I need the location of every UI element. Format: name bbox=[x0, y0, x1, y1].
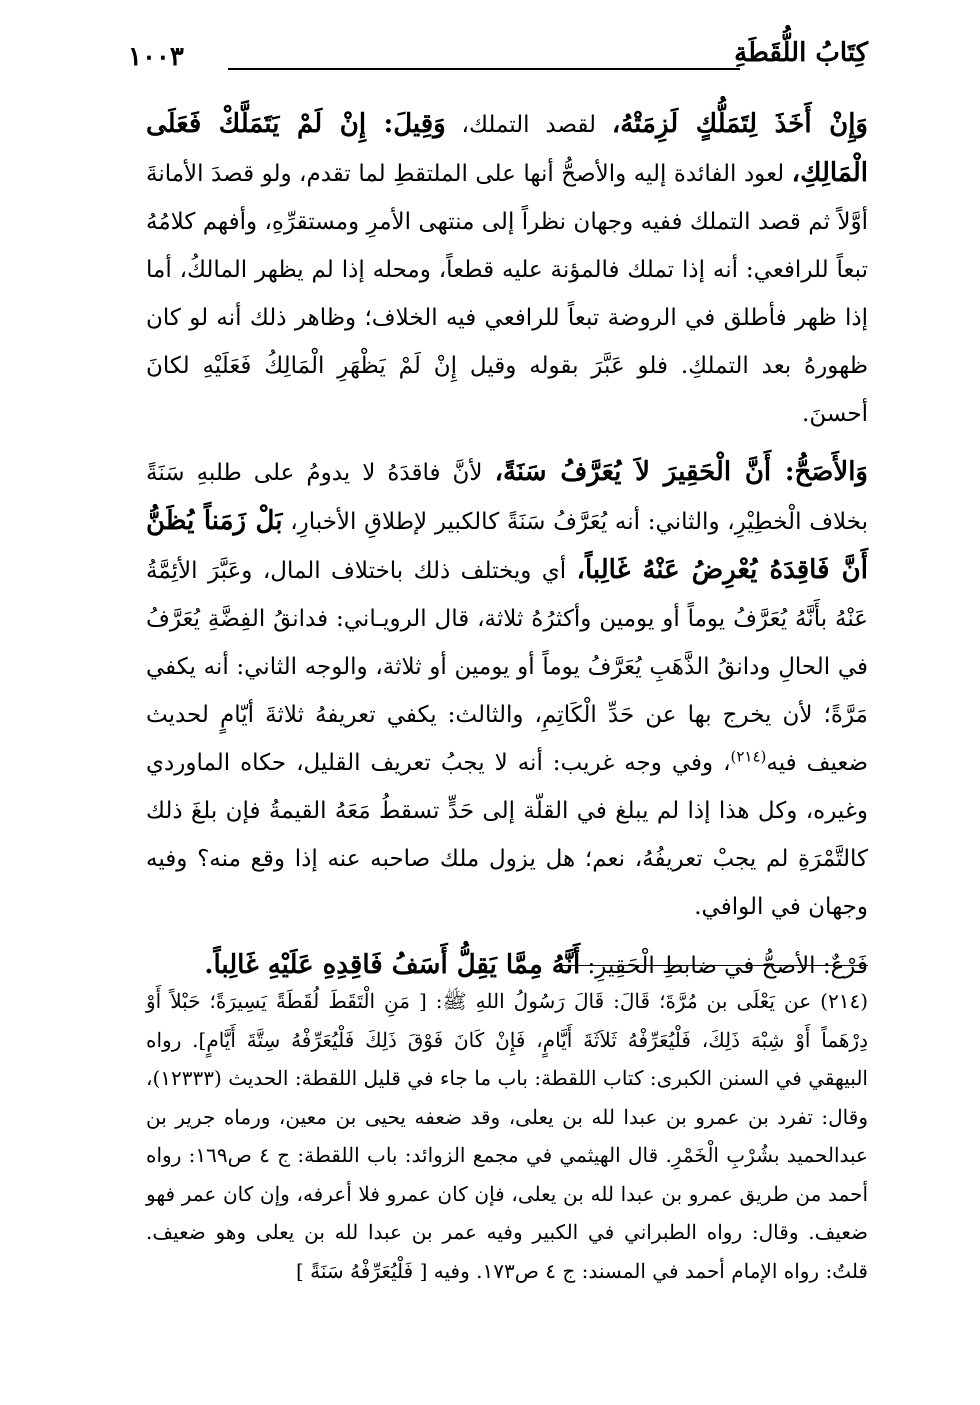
footnote-separator bbox=[558, 965, 868, 966]
matn-text: وَالأَصَحُّ: أَنَّ الْحَقِيرَ لاَ يُعَرَّفُ سَنَةً، bbox=[494, 457, 868, 487]
footnote-reference[interactable]: (٢١٤) bbox=[730, 747, 767, 766]
page-number: ١٠٠٣ bbox=[128, 42, 184, 72]
page-header bbox=[128, 28, 868, 78]
commentary-text: أي ويختلف ذلك باختلاف المال، وعَبَّرَ الأئِمَّةُ عَنْهُ بأَنَّهُ يُعَرَّفُ يوماً أو يومين وأكثرُهُ ثلاثة، قال الرويـاني: فدانقُ الفِضَّةِ يُعَرَّفُ في الحالِ ودانقُ الذَّهَبِ يُعَرَّفُ يوماً أو يومين أو ثلاثة، والوجه الثاني: أنه يكفي مَرَّةً؛ لأن يخرج بها عن حَدِّ الْكَاتِمِ، والثالث: يكفي تعريفهُ ثلاثةَ أيّامٍ لحديث ضعيف فيه bbox=[146, 558, 869, 776]
header-rule bbox=[228, 68, 740, 70]
paragraph-1 bbox=[146, 100, 868, 438]
commentary-text: فَرْعٌ: الأصحُّ في ضابطِ الْحَقِيرِ: bbox=[580, 953, 868, 979]
matn-text: أَنَّهُ مِمَّا يَقِلُّ أَسَفُ فَاقِدِهِ عَلَيْهِ غَالِباً. bbox=[204, 950, 581, 980]
commentary-text: ، وفي وجه غريب: أنه لا يجبُ تعريف القليل، حكاه الماوردي وغيره، وكل هذا إذا لم يبلغ في القلّة إلى حَدٍّ تسقطُ مَعَهُ القيمةُ فإن بلغَ ذلك كالتَّمْرَةِ لم يجبْ تعريفُهُ، نعم؛ هل يزول ملك صاحبه عنه إذا وقع منه؟ وفيه وجهان في الوافي. bbox=[146, 750, 868, 920]
running-title: كِتَابُ اللُّقَطَةِ bbox=[734, 38, 868, 68]
matn-text: بَلْ زَمَناً يُظَنُّ أَنَّ فَاقِدَهُ يُعْرِضُ عَنْهُ غَالِباً، bbox=[146, 506, 869, 585]
main-text bbox=[146, 100, 868, 1000]
commentary-text: لأنَّ فاقدَهُ لا يدومُ على طلبهِ سَنَةً بخلاف الْخطِيْرِ، والثاني: أنه يُعَرَّفُ سَنَةً كالكبير لإطلاقِ الأخبارِ، bbox=[146, 460, 869, 535]
commentary-text: لعود الفائدة إليه والأصحُّ أنها على الملتقطِ لما تقدم، ولو قصدَ الأمانةَ أوَّلاً ثم قصد التملك ففيه وجهان نظراً إلى منتهى الأمرِ ومستقرِّهِ، وأفهم كلامُهُ تبعاً للرافعي: أنه إذا تملك فالمؤنة عليه قطعاً، ومحله إذا لم يظهر المالكُ، أما إذا ظهر فأطلق في الروضة تبعاً للرافعي فيه الخلاف؛ وظاهر ذلك أنه لو كان ظهورهُ بعد التملكِ. فلو عَبَّرَ بقوله وقيل إِنْ لَمْ يَظْهَرِ الْمَالِكُ فَعَلَيْهِ لكانَ أحسنَ. bbox=[146, 161, 868, 427]
footnote-214: (٢١٤) عن يَعْلَى بن مُرَّةَ؛ قَالَ: قَالَ رَسُولُ اللهِ ﷺ: [ مَنِ الْتَقَطَ لُقَطَةً يَسِيرَةً؛ حَبْلاً أَوْ دِرْهَماً أَوْ شِبْهَ ذَلِكَ، فَلْيُعَرِّفْهُ ثَلاَثَةَ أَيَّامٍ، فَإِنْ كَانَ فَوْقَ ذَلِكَ فَلْيُعَرِّفْهُ سِتَّةَ أَيَّامٍ]. رواه البيهقي في السنن الكبرى: كتاب اللقطة: باب ما جاء في قليل اللقطة: الحديث (١٢٣٣٣)، وقال: تفرد بن عمرو بن عبدا لله بن يعلى، وقد ضعفه يحيى بن معين، ورماه جرير بن عبدالحميد بشُرْبِ الْخَمْرِ. قال الهيثمي في مجمع الزوائد: باب اللقطة: ج ٤ ص١٦٩: رواه أحمد من طريق عمرو بن عبدا لله بن يعلى، فإن كان عمرو فلا أعرفه، وإن كان عمر فهو ضعيف. وقال: رواه الطبراني في الكبير وفيه عمر بن عبدا لله بن يعلى وهو ضعيف. قلتُ: رواه الإمام أحمد في المسند: ج ٤ ص١٧٣. وفيه [ فَلْيُعَرِّفْهُ سَنَةً ] bbox=[146, 989, 868, 1283]
commentary-text: لقصد التملك، bbox=[445, 112, 612, 138]
matn-text: وَقِيلَ: إِنْ لَمْ يَتَمَلَّكْ فَعَلَى الْمَالِكِ، bbox=[146, 109, 868, 188]
matn-text: وَإِنْ أَخَذَ لِتَمَلُّكٍ لَزِمَتْهُ، bbox=[611, 109, 868, 139]
paragraph-2 bbox=[146, 448, 868, 931]
